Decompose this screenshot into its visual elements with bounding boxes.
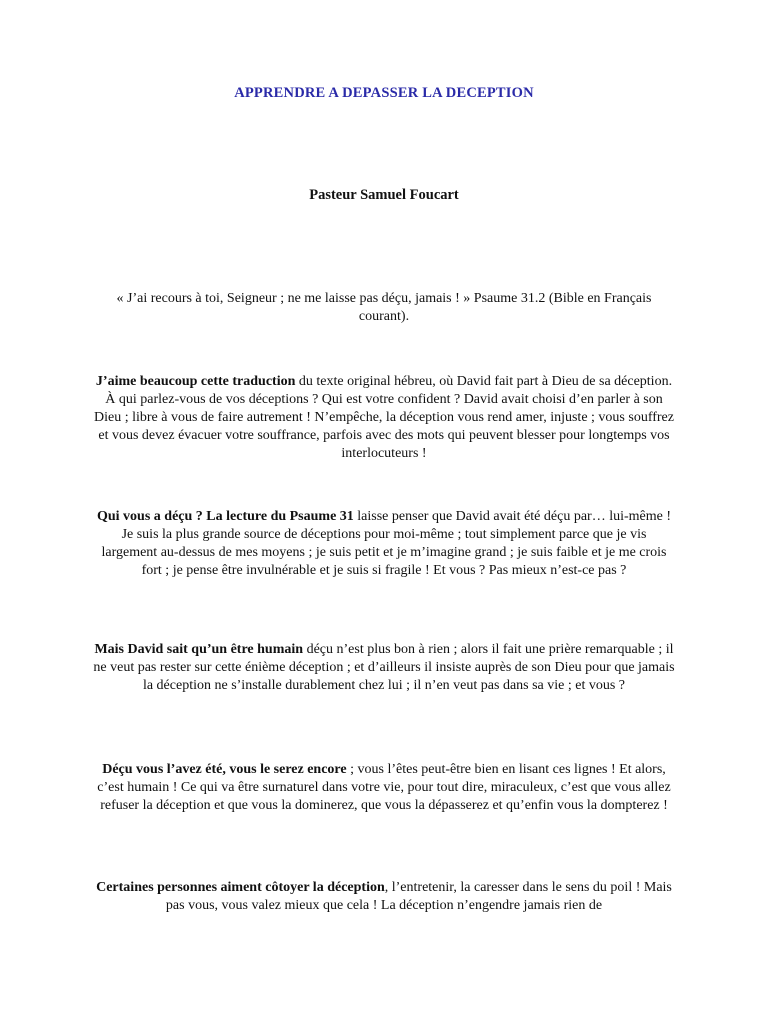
paragraph-lead: Déçu vous l’avez été, vous le serez encore — [102, 762, 347, 777]
paragraph-text: , l’entretenir, la caresser dans le sens du poil ! Mais pas vous, vous valez mieux que cela ! La déception n’engendre jamais rien de — [165, 880, 672, 913]
paragraph — [93, 373, 675, 463]
paragraph-lead: J’aime beaucoup cette traduction — [95, 374, 296, 389]
paragraph — [93, 641, 675, 695]
paragraph — [93, 879, 675, 915]
author-name: Pasteur Samuel Foucart — [309, 187, 459, 203]
paragraph-text: déçu n’est plus bon à rien ; alors il fait une prière remarquable ; il ne veut pas rester sur cette énième déception ; et d’ailleurs il insiste auprès de son Dieu pour que jamais la déception ne s’installe durablement chez lui ; il n’en veut pas dans sa vie ; et vous ? — [93, 642, 675, 693]
paragraph-text: ; vous l’êtes peut-être bien en lisant ces lignes ! Et alors, c’est humain ! Ce qui va être surnaturel dans votre vie, pour tout dire, miraculeux, c’est que vous allez refuser la déception et que vous la dominerez, que vous la dépasserez et qu’enfin vous la dompterez ! — [97, 762, 671, 813]
paragraph-lead: Mais David sait qu’un être humain — [94, 642, 304, 657]
scripture-quote: « J’ai recours à toi, Seigneur ; ne me laisse pas déçu, jamais ! » Psaume 31.2 (Bible en Français courant). — [116, 291, 652, 324]
paragraph-lead: Certaines personnes aiment côtoyer la déception — [96, 880, 385, 895]
paragraph — [93, 508, 675, 580]
document-title: APPRENDRE A DEPASSER LA DECEPTION — [234, 85, 534, 101]
paragraph-text: du texte original hébreu, où David fait part à Dieu de sa déception. À qui parlez-vous de vos déceptions ? Qui est votre confident ? David avait choisi d’en parler à son Dieu ; libre à vous de faire autrement ! N’empêche, la déception vous rend amer, injuste ; vous souffrez et vous devez évacuer votre souffrance, parfois avec des mots qui peuvent blesser pour longtemps vos interlocuteurs ! — [94, 374, 674, 461]
paragraph — [93, 761, 675, 815]
paragraph-lead: Qui vous a déçu ? La lecture du Psaume 31 — [96, 509, 354, 524]
paragraph-text: laisse penser que David avait été déçu par… lui-même ! Je suis la plus grande source de déceptions pour moi-même ; tout simplement parce que je vis largement au-dessus de mes moyens ; je suis petit et je m’imagine grand ; je suis faible et je me crois fort ; je pense être invulnérable et je suis si fragile ! Et vous ? Pas mieux n’est-ce pas ? — [101, 509, 672, 578]
